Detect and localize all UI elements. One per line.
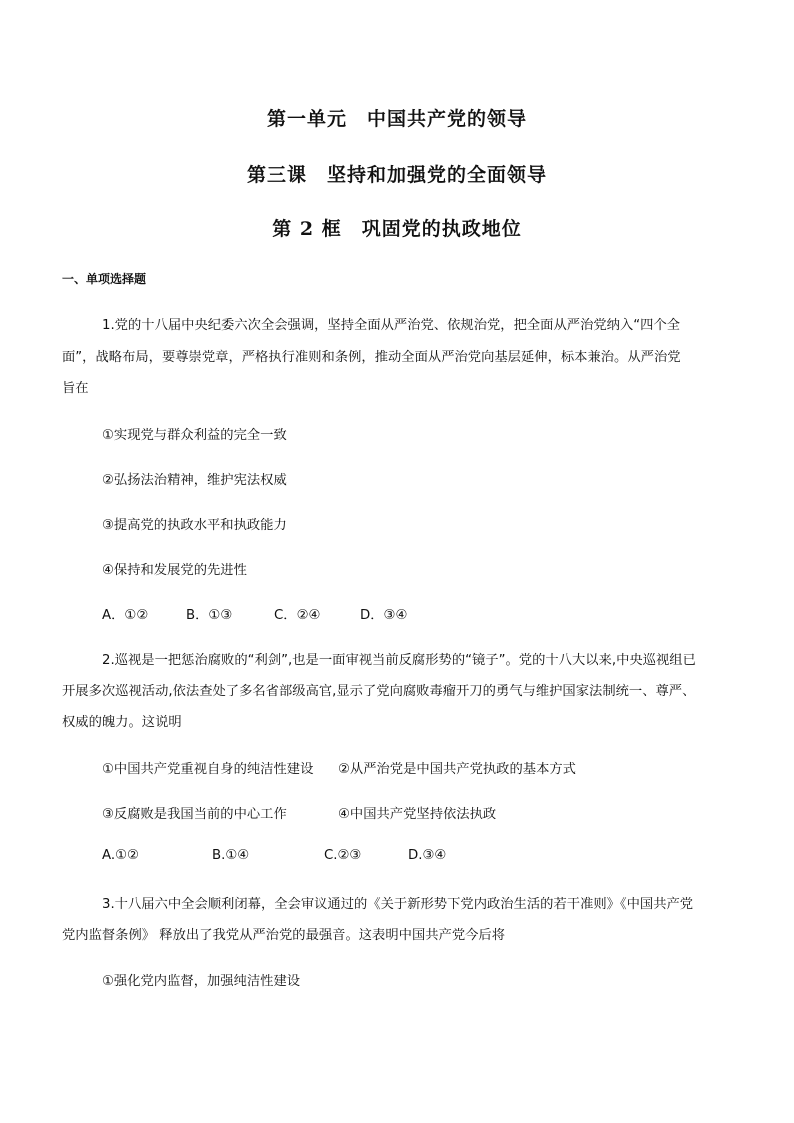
section-heading: 一、单项选择题	[62, 272, 147, 286]
q3-stem-line: 党内监督条例》 释放出了我党从严治党的最强音。这表明中国共产党今后将	[62, 928, 506, 943]
q1-statement: ②弘扬法治精神，维护宪法权威	[102, 473, 287, 488]
lesson-title: 第三课 坚持和加强党的全面领导	[246, 164, 547, 186]
q2-stem-line: 2.巡视是一把惩治腐败的“利剑”,也是一面审视当前反腐形势的“镜子”。党的十八大以来,中央巡视组已	[102, 653, 696, 668]
unit-title: 第一单元 中国共产党的领导	[266, 108, 527, 130]
q1-option-a: A．①②	[102, 608, 149, 623]
q2-statement: ④中国共产党坚持依法执政	[338, 807, 497, 822]
q2-option-d: D.③④	[408, 848, 447, 863]
q2-statement: ①中国共产党重视自身的纯洁性建设	[102, 762, 314, 777]
q1-statement: ①实现党与群众利益的完全一致	[102, 428, 287, 443]
q2-option-c: C.②③	[324, 848, 362, 863]
q2-stem-line: 开展多次巡视活动,依法查处了多名省部级高官,显示了党向腐败毒瘤开刀的勇气与维护国家法制统一、尊严、	[62, 684, 696, 699]
q3-statement: ①强化党内监督，加强纯洁性建设	[102, 974, 301, 989]
q1-stem-line: 1.党的十八届中央纪委六次全会强调，坚持全面从严治党、依规治党，把全面从严治党纳入“四个全	[102, 318, 681, 333]
frame-title: 第 2 框 巩固党的执政地位	[272, 218, 522, 240]
q1-statement: ④保持和发展党的先进性	[102, 563, 247, 578]
q1-option-b: B．①③	[186, 608, 233, 623]
q3-stem-line: 3.十八届六中全会顺利闭幕，全会审议通过的《关于新形势下党内政治生活的若干准则》《中国共产党	[102, 897, 694, 912]
q1-stem-line: 面”，战略布局，要尊崇党章，严格执行准则和条例，推动全面从严治党向基层延伸，标本兼治。从严治党	[62, 350, 681, 365]
q1-stem-line: 旨在	[62, 381, 89, 396]
q1-option-d: D．③④	[360, 608, 408, 623]
q1-option-c: C．②④	[274, 608, 321, 623]
q2-statement: ③反腐败是我国当前的中心工作	[102, 807, 287, 822]
q1-statement: ③提高党的执政水平和执政能力	[102, 518, 287, 533]
q2-statement: ②从严治党是中国共产党执政的基本方式	[338, 762, 576, 777]
q2-stem-line: 权威的魄力。这说明	[62, 715, 182, 730]
q2-option-b: B.①④	[212, 848, 250, 863]
q2-option-a: A.①②	[102, 848, 139, 863]
